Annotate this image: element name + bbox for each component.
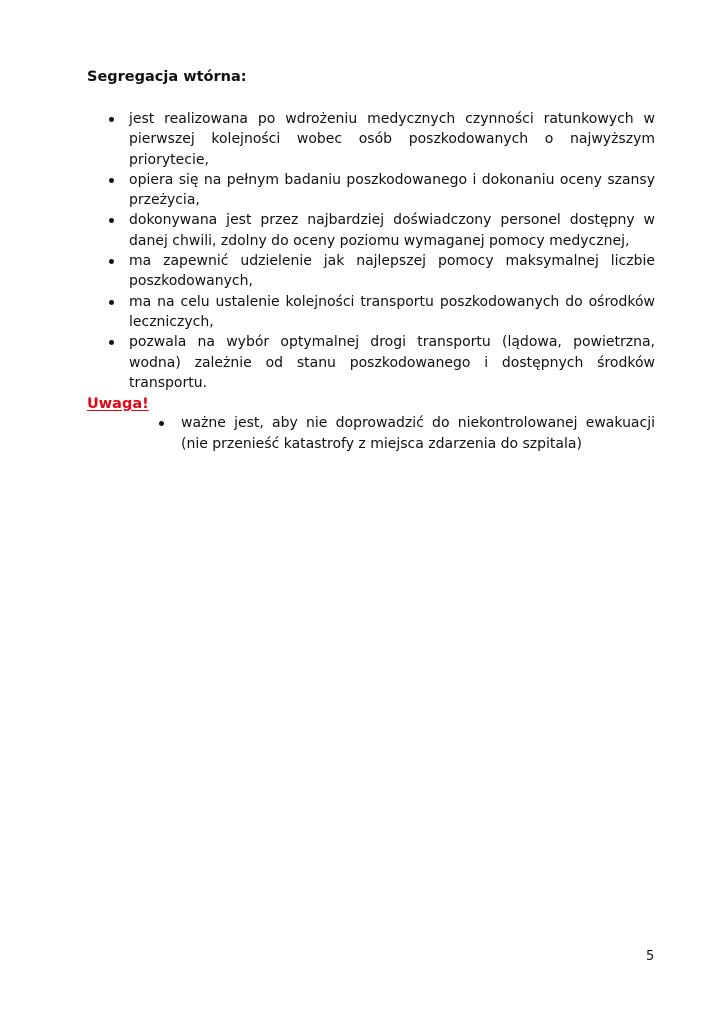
bullet-icon: [109, 178, 114, 183]
page-number: 5: [646, 949, 655, 964]
list-item: [106, 251, 655, 292]
list-item: [106, 170, 655, 211]
list-item: [106, 292, 655, 333]
list-item-text: ma na celu ustalenie kolejności transportu poszkodowanych do ośrodków leczniczych,: [129, 293, 655, 330]
bullet-icon: [159, 421, 164, 426]
bullet-icon: [109, 117, 114, 122]
list-item-text: jest realizowana po wdrożeniu medycznych czynności ratunkowych w pierwszej kolejności wobec osób poszkodowanych o najwyższym priorytecie,: [129, 111, 655, 168]
list-item: [106, 332, 655, 393]
list-item-text: dokonywana jest przez najbardziej doświadczony personel dostępny w danej chwili, zdolny do oceny poziomu wymaganej pomocy medycznej,: [129, 212, 655, 249]
bullet-icon: [109, 340, 114, 345]
list-item-text: pozwala na wybór optymalnej drogi transportu (lądowa, powietrzna, wodna) zależnie od stanu poszkodowanego i dostępnych środków transportu.: [129, 334, 655, 391]
warning-item-text: ważne jest, aby nie doprowadzić do niekontrolowanej ewakuacji (nie przenieść katastrofy z miejsca zdarzenia do szpitala): [181, 415, 655, 452]
bullet-icon: [109, 300, 114, 305]
bullet-icon: [109, 259, 114, 264]
list-item-text: opiera się na pełnym badaniu poszkodowanego i dokonaniu oceny szansy przeżycia,: [129, 171, 655, 209]
warning-list: [159, 413, 655, 455]
list-item: [106, 210, 655, 251]
list-item: [106, 109, 655, 170]
warning-label: Uwaga!: [87, 396, 149, 412]
list-item-text: ma zapewnić udzielenie jak najlepszej pomocy maksymalnej liczbie poszkodowanych,: [129, 253, 655, 290]
warning-item: [159, 413, 655, 455]
section-heading: Segregacja wtórna:: [87, 69, 247, 85]
bullet-icon: [109, 218, 114, 223]
bullet-list: [106, 109, 655, 393]
